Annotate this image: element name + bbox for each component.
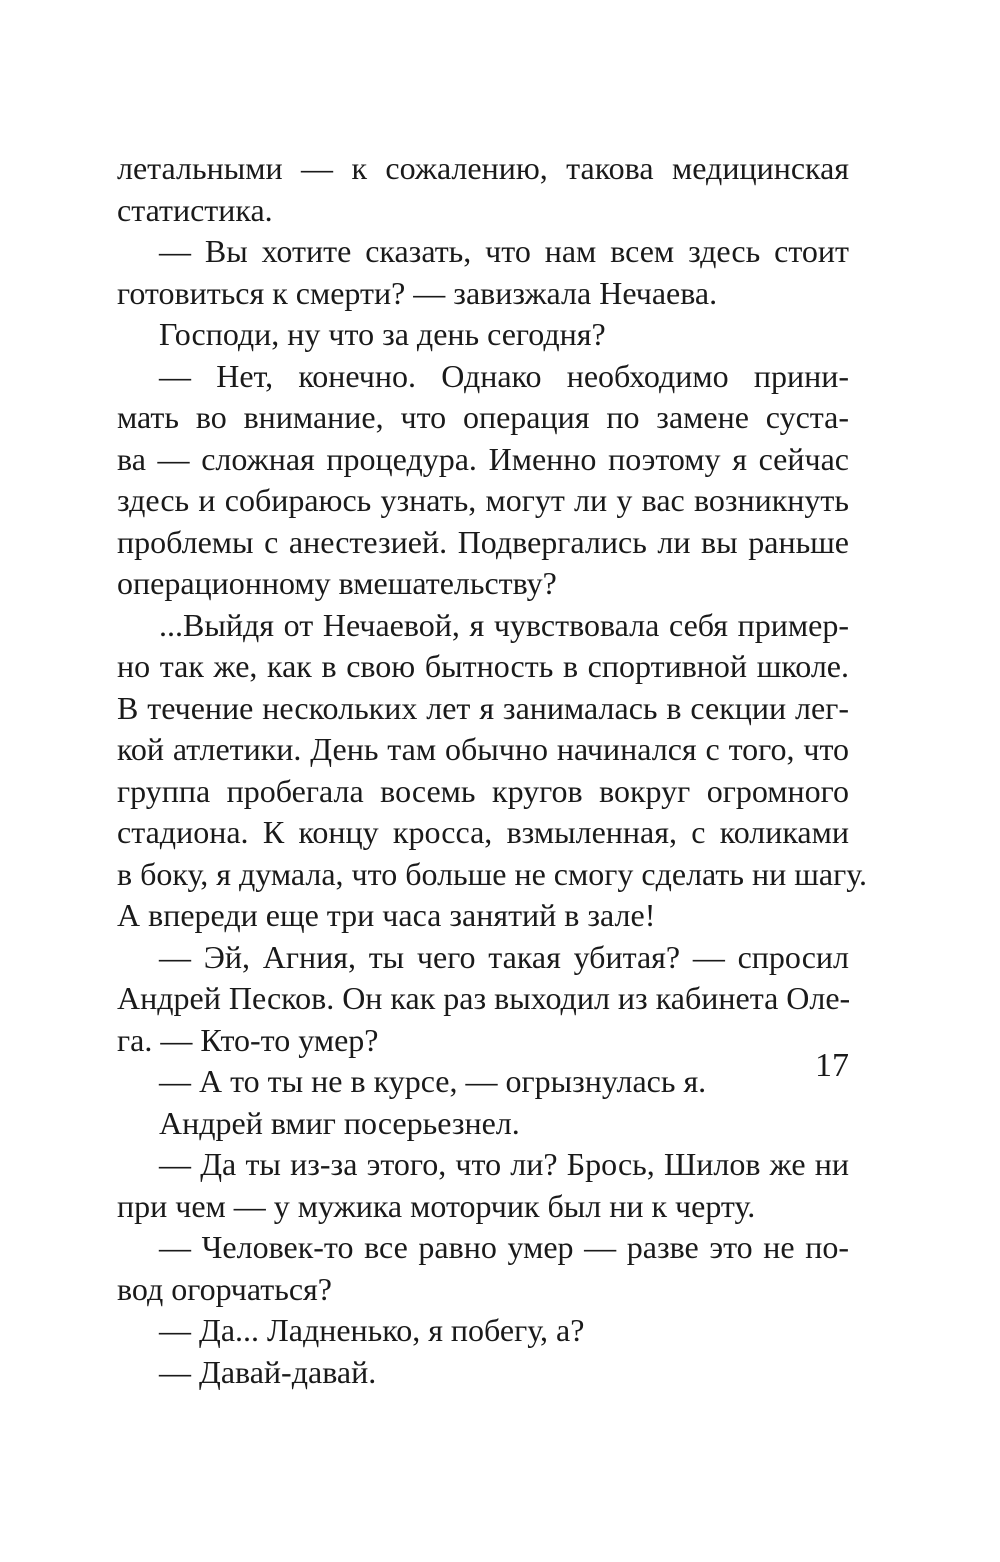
text-line: статистика. xyxy=(117,191,273,228)
text-line: здесь и собираюсь узнать, могут ли у вас возникнуть xyxy=(117,482,849,518)
text-line: операционному вмешательству? xyxy=(117,565,557,601)
text-line: — Вы хотите сказать, что нам всем здесь стоит xyxy=(159,233,849,269)
text-line: — А то ты не в курсе, — огрызнулась я. xyxy=(159,1063,707,1099)
text-line: готовиться к смерти? — завизжала Нечаева. xyxy=(117,274,718,311)
text-line: — Да... Ладненько, я побегу, а? xyxy=(159,1312,585,1348)
text-line: га. — Кто-то умер? xyxy=(117,1021,379,1058)
page-number: 17 xyxy=(815,1047,849,1084)
body-text xyxy=(117,148,867,1393)
text-line: но так же, как в свою бытность в спортивной школе. xyxy=(117,648,849,684)
text-line: — Человек-то все равно умер — разве это не по- xyxy=(159,1229,849,1265)
text-line: В течение нескольких лет я занималась в секции лег- xyxy=(117,689,849,726)
text-line: группа пробегала восемь кругов вокруг огромного xyxy=(117,772,849,809)
text-line: проблемы с анестезией. Подвергались ли вы раньше xyxy=(117,523,849,560)
text-line: в боку, я думала, что больше не смогу сделать ни шагу. xyxy=(117,855,867,892)
text-line: — Давай-давай. xyxy=(159,1353,377,1390)
text-line: А впереди еще три часа занятий в зале! xyxy=(117,897,656,933)
text-line: кой атлетики. День там обычно начинался с того, что xyxy=(117,731,849,767)
text-line: — Эй, Агния, ты чего такая убитая? — спросил xyxy=(159,938,849,975)
text-line: Андрей Песков. Он как раз выходил из кабинета Оле- xyxy=(117,980,851,1016)
text-line: вод огорчаться? xyxy=(117,1270,332,1307)
text-line: при чем — у мужика моторчик был ни к черту. xyxy=(117,1187,756,1224)
text-line: — Да ты из-за этого, что ли? Брось, Шилов же ни xyxy=(159,1146,849,1182)
text-line: Господи, ну что за день сегодня? xyxy=(159,316,606,352)
text-line: мать во внимание, что операция по замене суста- xyxy=(117,399,849,435)
text-line: стадиона. К концу кросса, взмыленная, с коликами xyxy=(117,814,849,850)
text-line: ва — сложная процедура. Именно поэтому я сейчас xyxy=(117,440,849,477)
text-line: — Нет, конечно. Однако необходимо прини- xyxy=(159,357,849,394)
text-line: летальными — к сожалению, такова медицинская xyxy=(117,150,849,186)
text-line: ...Выйдя от Нечаевой, я чувствовала себя пример- xyxy=(159,606,849,643)
text-line: Андрей вмиг посерьезнел. xyxy=(159,1104,520,1141)
